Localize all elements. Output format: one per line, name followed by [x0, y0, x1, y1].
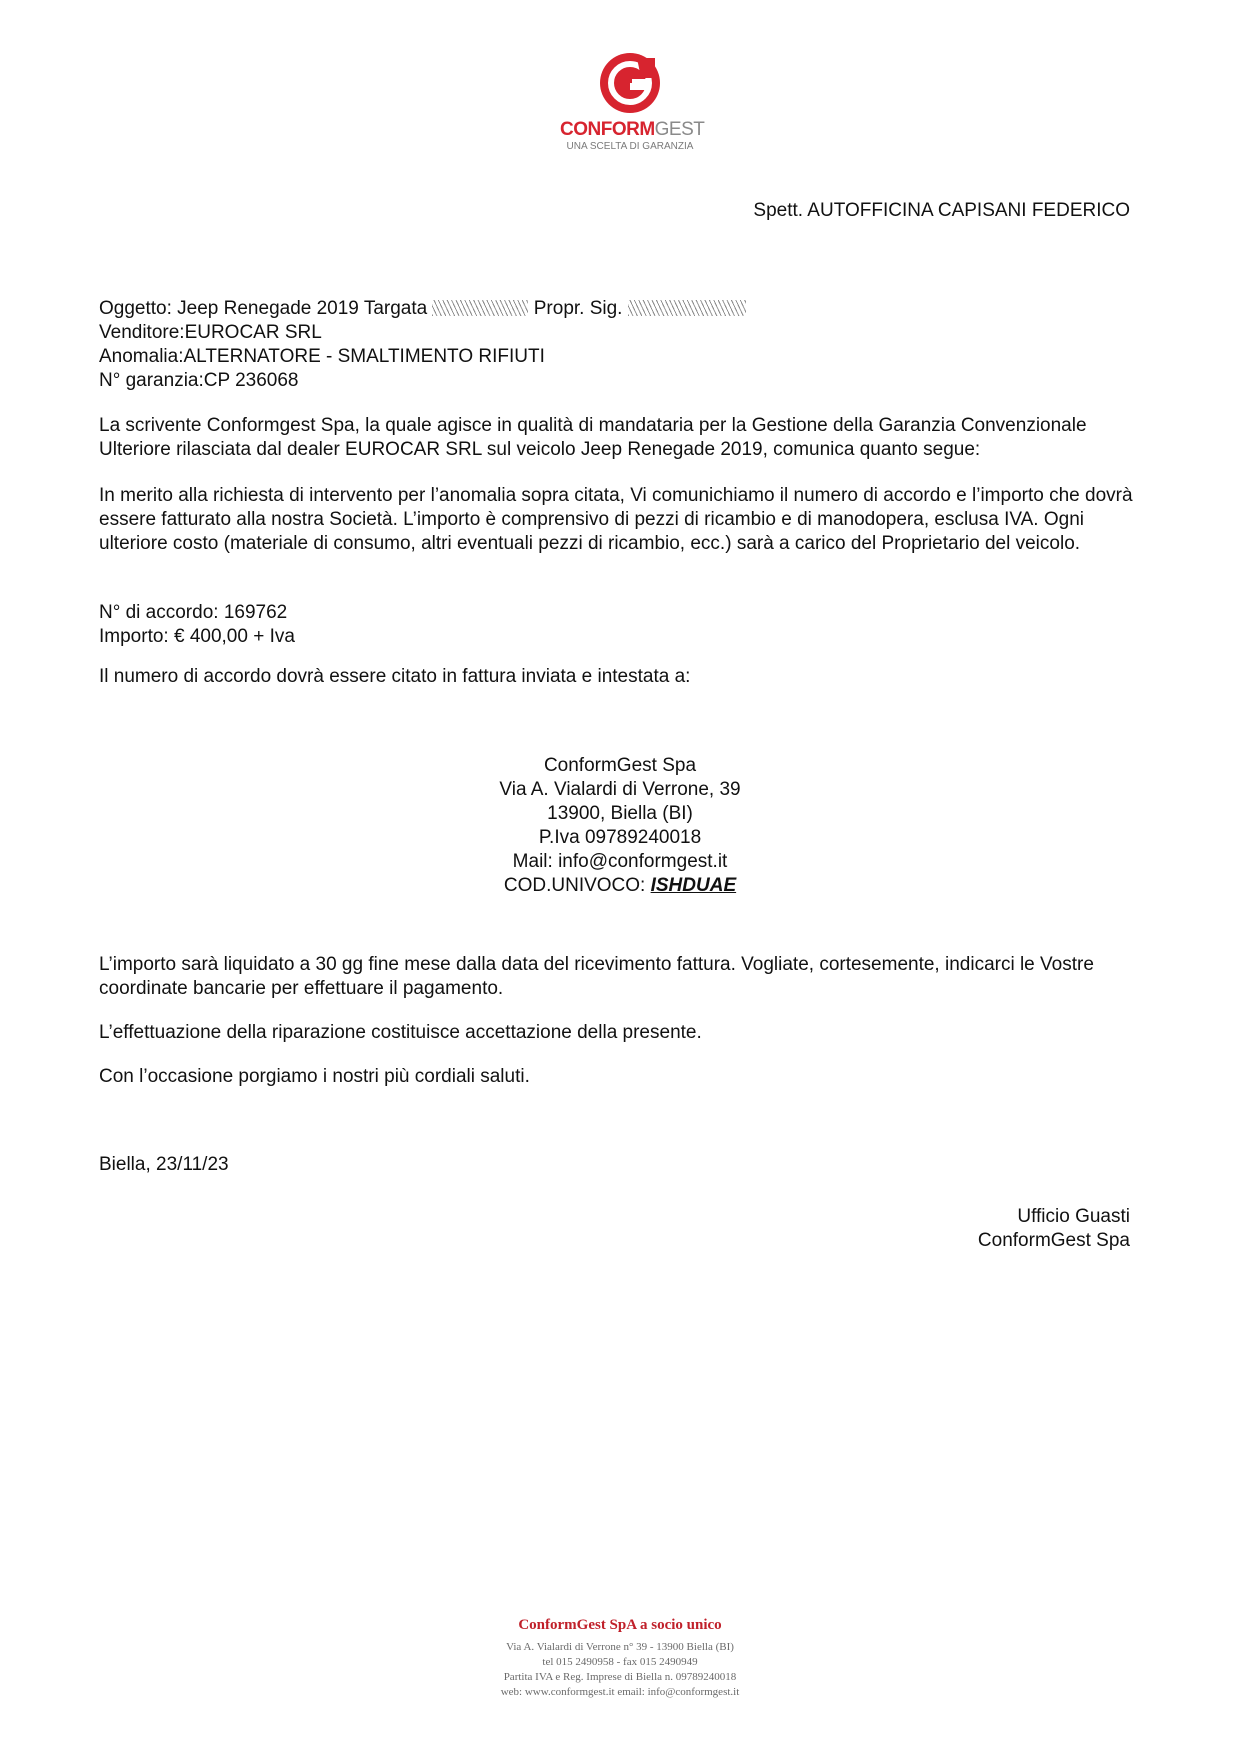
footer-line: Via A. Vialardi di Verrone n° 39 - 13900 Biella (BI) — [506, 1641, 734, 1653]
redacted-owner-name — [628, 300, 746, 316]
footer-line: tel 015 2490958 - fax 015 2490949 — [542, 1656, 698, 1668]
footer-line: Partita IVA e Reg. Imprese di Biella n. 09789240018 — [503, 1671, 737, 1683]
univocal-code: ISHDUAE — [650, 875, 737, 896]
address-mail: Mail: info@conformgest.it — [512, 851, 728, 872]
footer-company: ConformGest SpA a socio unico — [518, 1617, 722, 1633]
greeting-paragraph: Con l’occasione porgiamo i nostri più cordiali saluti. — [99, 1066, 530, 1087]
subject-line-1: Oggetto: Jeep Renegade 2019 Targata Propr. Sig. — [99, 297, 1139, 321]
signature-block — [978, 1205, 1130, 1253]
payment-paragraph: L’importo sarà liquidato a 30 gg fine mese dalla data del ricevimento fattura. Vogliate, cortesemente, indicarci le Vostre coordinate bancarie per effettuare il pagamento. — [99, 954, 1094, 999]
redacted-plate — [432, 300, 528, 316]
footer-line: web: www.conformgest.it email: info@conformgest.it — [500, 1686, 740, 1698]
footer-details — [0, 1640, 1240, 1700]
cite-paragraph: Il numero di accordo dovrà essere citato in fattura inviata e intestata a: — [99, 666, 691, 687]
signature-line-2: ConformGest Spa — [977, 1230, 1130, 1251]
address-vat: P.Iva 09789240018 — [538, 827, 702, 848]
conformgest-logo-icon — [599, 52, 661, 114]
merit-paragraph: In merito alla richiesta di intervento per l’anomalia sopra citata, Vi comunichiamo il numero di accordo e l’importo che dovrà essere fatturato alla nostra Società. L’importo è comprensivo di pezzi di ricambio e di manodopera, esclusa IVA. Ogni ulteriore costo (materiale di consumo, altri eventuali pezzi di ricambio, ecc.) sarà a carico del Proprietario del veicolo. — [99, 485, 1133, 554]
intro-paragraph: La scrivente Conformgest Spa, la quale agisce in qualità di mandataria per la Gestione della Garanzia Convenzionale Ulteriore rilasciata dal dealer EUROCAR SRL sul veicolo Jeep Renegade 2019, comunica quanto segue: — [99, 415, 1087, 460]
logo-wordmark: CONFORMGEST — [560, 119, 705, 140]
letter-date: Biella, 23/11/23 — [99, 1154, 229, 1175]
acceptance-paragraph: L’effettuazione della riparazione costituisce accettazione della presente. — [99, 1022, 702, 1043]
subject-block — [99, 297, 1139, 393]
agreement-block — [99, 601, 1139, 649]
signature-line-1: Ufficio Guasti — [1017, 1206, 1130, 1227]
subject-line-4: N° garanzia:CP 236068 — [99, 370, 299, 391]
company-logo — [560, 52, 705, 152]
agreement-number: N° di accordo: 169762 — [99, 602, 288, 623]
amount: Importo: € 400,00 + Iva — [99, 626, 295, 647]
address-street: Via A. Vialardi di Verrone, 39 — [499, 779, 741, 800]
subject-line-3: Anomalia:ALTERNATORE - SMALTIMENTO RIFIUTI — [99, 346, 545, 367]
recipient: Spett. AUTOFFICINA CAPISANI FEDERICO — [753, 200, 1130, 221]
logo-tagline: UNA SCELTA DI GARANZIA — [566, 141, 694, 152]
subject-line-2: Venditore:EUROCAR SRL — [99, 322, 322, 343]
billing-address — [0, 754, 1240, 898]
address-city: 13900, Biella (BI) — [547, 803, 693, 824]
address-company: ConformGest Spa — [543, 755, 697, 776]
address-code: COD.UNIVOCO: ISHDUAE — [503, 875, 737, 896]
